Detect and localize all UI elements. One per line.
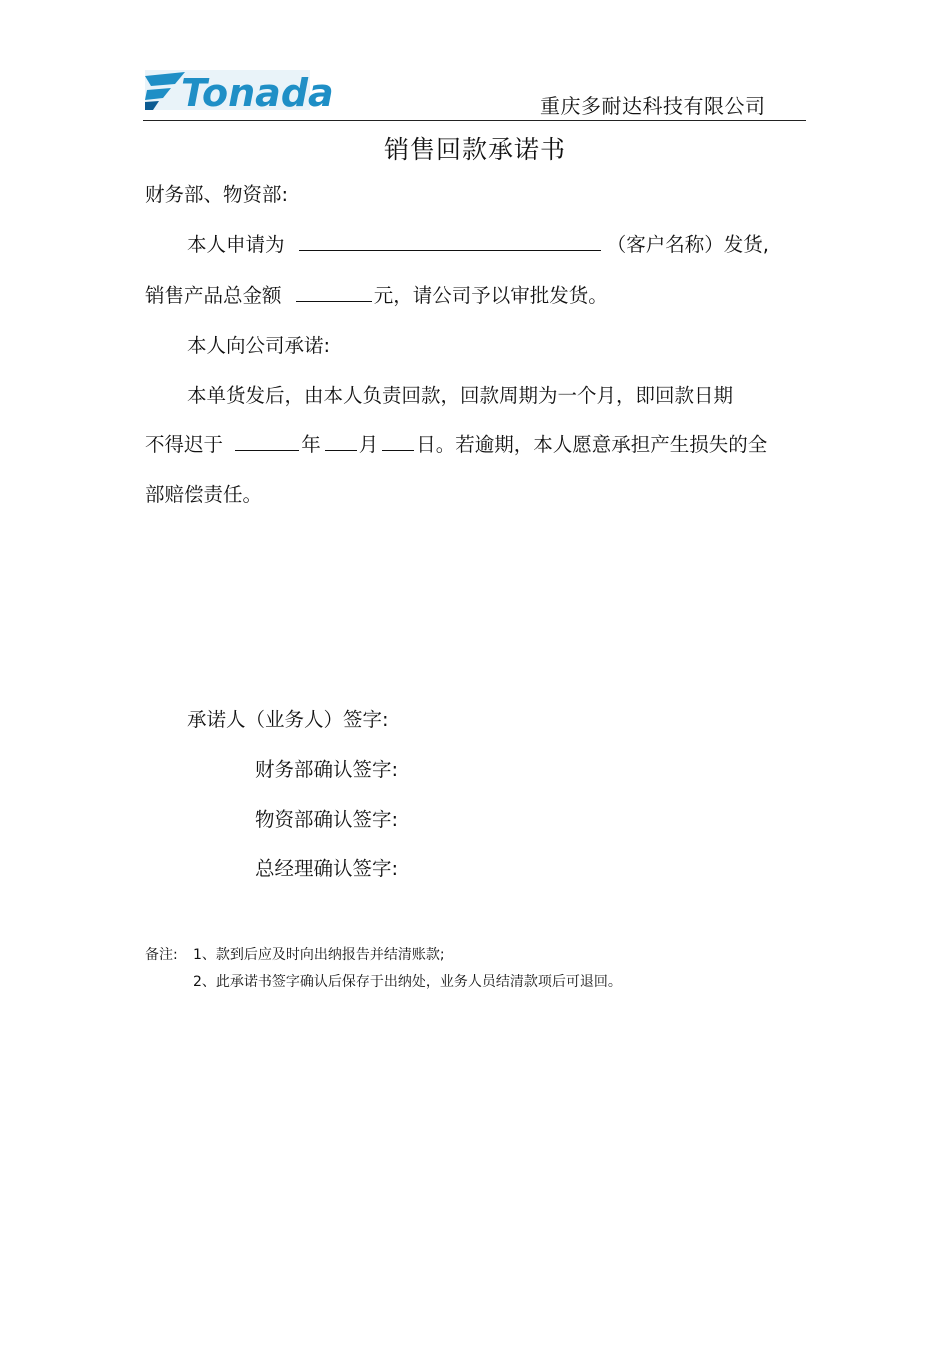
paragraph-5 [145,432,767,458]
paragraph-2 [145,283,608,309]
company-logo [145,68,334,115]
day-blank [382,432,414,451]
paragraph-6: 部赔偿责任。 [145,483,263,506]
paragraph-5-suffix: 日。若逾期，本人愿意承担产生损失的全 [416,433,768,456]
gm-signature-label: 总经理确认签字: [255,857,399,880]
customer-name-blank [299,232,601,251]
month-blank [325,432,357,451]
notes-label: 备注: [145,947,178,963]
addressee: 财务部、物资部: [145,183,289,206]
document-title: 销售回款承诺书 [383,135,566,164]
note-item-1: 1、款到后应及时向出纳报告并结清账款; [193,947,445,963]
paragraph-1-suffix: （客户名称）发货, [606,233,769,256]
paragraph-5-prefix: 不得迟于 [145,433,224,456]
paragraph-2-prefix: 销售产品总金额 [145,284,282,307]
company-name: 重庆多耐达科技有限公司 [540,94,766,118]
header-rule [143,120,806,121]
paragraph-4: 本单货发后，由本人负责回款，回款周期为一个月，即回款日期 [187,384,734,407]
month-label: 月 [358,433,379,456]
finance-signature-label: 财务部确认签字: [255,758,399,781]
paragraph-1-prefix: 本人申请为 [187,233,285,256]
note-item-2: 2、此承诺书签字确认后保存于出纳处，业务人员结清款项后可退回。 [193,974,622,990]
materials-signature-label: 物资部确认签字: [255,808,399,831]
logo-wordmark: Tonada [181,71,334,115]
year-blank [235,432,299,451]
paragraph-3: 本人向公司承诺: [187,334,331,357]
year-label: 年 [301,433,321,456]
paragraph-2-suffix: 元，请公司予以审批发货。 [373,284,608,307]
paragraph-1 [187,232,769,258]
amount-blank [296,283,372,302]
promisor-signature-label: 承诺人（业务人）签字: [187,708,389,731]
